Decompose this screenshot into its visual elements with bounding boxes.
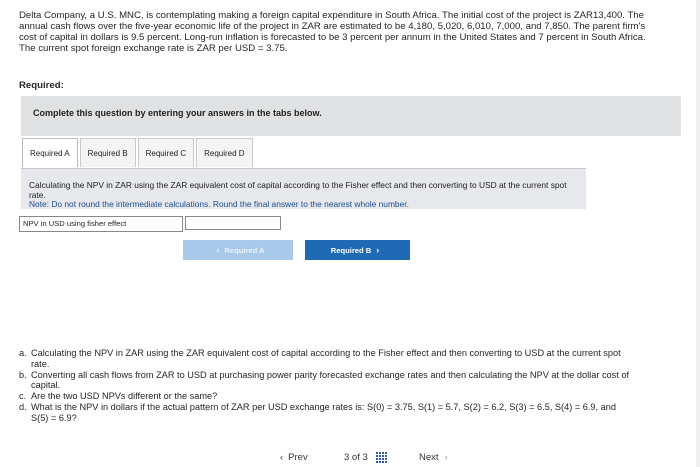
next-page-label: Next (419, 451, 439, 463)
previous-requirement-label: Required A (224, 245, 265, 255)
problem-statement: Delta Company, a U.S. MNC, is contemplating making a foreign capital expenditure in South Africa. The initial cost of the project is ZAR13,400. The annual cash flows over the five-year economic life of the project in ZAR are estimated to be 4,180, 5,020, 6,010, 7,000, and 7,850. The parent firm's cost of capital in dollars is 9.5 percent. Long-run inflation is forecasted to be 3 percent per annum in the United States and 7 percent in South Africa. The current spot foreign exchange rate is ZAR per USD = 3.75. (19, 10, 646, 54)
page-indicator[interactable] (344, 447, 387, 467)
prev-page-label: Prev (288, 451, 308, 463)
question-item (19, 391, 634, 402)
requirement-content (21, 168, 586, 209)
chevron-right-icon: › (444, 451, 448, 463)
question-list (19, 348, 634, 424)
question-letter: b. (19, 369, 27, 380)
tab-required-d[interactable]: Required D (196, 138, 252, 167)
answer-row (19, 216, 281, 232)
question-text: Calculating the NPV in ZAR using the ZAR equivalent cost of capital according to the Fisher effect and then converting to USD at the current spot rate. (31, 348, 621, 369)
answer-label: NPV in USD using fisher effect (19, 216, 183, 232)
question-text: Converting all cash flows from ZAR to USD at purchasing power parity forecasted exchange rates and then calculating the NPV at the dollar cost of capital. (31, 369, 630, 391)
chevron-left-icon: ‹ (280, 451, 284, 463)
question-text: What is the NPV in dollars if the actual pattern of ZAR per USD exchange rates is: S(0) = 3.75, S(1) = 5.7, S(2) = 6.2, S(3) = 6.5, S(4) = 6.9, and S(5) = 6.9? (31, 401, 616, 423)
prev-page-button[interactable] (280, 447, 324, 467)
chevron-right-icon: › (376, 245, 380, 255)
next-page-button[interactable] (419, 447, 448, 467)
npv-usd-input[interactable] (185, 216, 281, 230)
tab-required-c[interactable]: Required C (138, 138, 194, 167)
next-requirement-label: Required B (330, 245, 372, 255)
question-letter: c. (19, 391, 27, 402)
requirement-tabs (22, 138, 253, 168)
question-letter: a. (19, 348, 27, 358)
question-item (19, 348, 634, 370)
chevron-left-icon: ‹ (216, 245, 220, 255)
scroll-edge (696, 0, 700, 467)
page-count-text: 3 of 3 (344, 451, 368, 463)
panel-instruction-text: Complete this question by entering your answers in the tabs below. (33, 108, 322, 118)
question-letter: d. (19, 401, 27, 412)
question-item (19, 370, 634, 392)
instructions-panel (21, 96, 681, 136)
rounding-note: Note: Do not round the intermediate calculations. Round the final answer to the nearest whole number. (29, 199, 409, 209)
question-text: Are the two USD NPVs different or the same? (31, 391, 218, 402)
next-requirement-button[interactable] (305, 240, 410, 260)
tab-required-b[interactable]: Required B (80, 138, 136, 167)
previous-requirement-button[interactable] (183, 240, 293, 260)
grid-menu-icon[interactable] (376, 452, 387, 463)
required-heading: Required: (19, 80, 64, 91)
tab-required-a[interactable]: Required A (22, 138, 78, 167)
requirement-instruction: Calculating the NPV in ZAR using the ZAR equivalent cost of capital according to the Fisher effect and then converting to USD at the current spot rate. (29, 180, 567, 200)
question-item (19, 402, 634, 424)
